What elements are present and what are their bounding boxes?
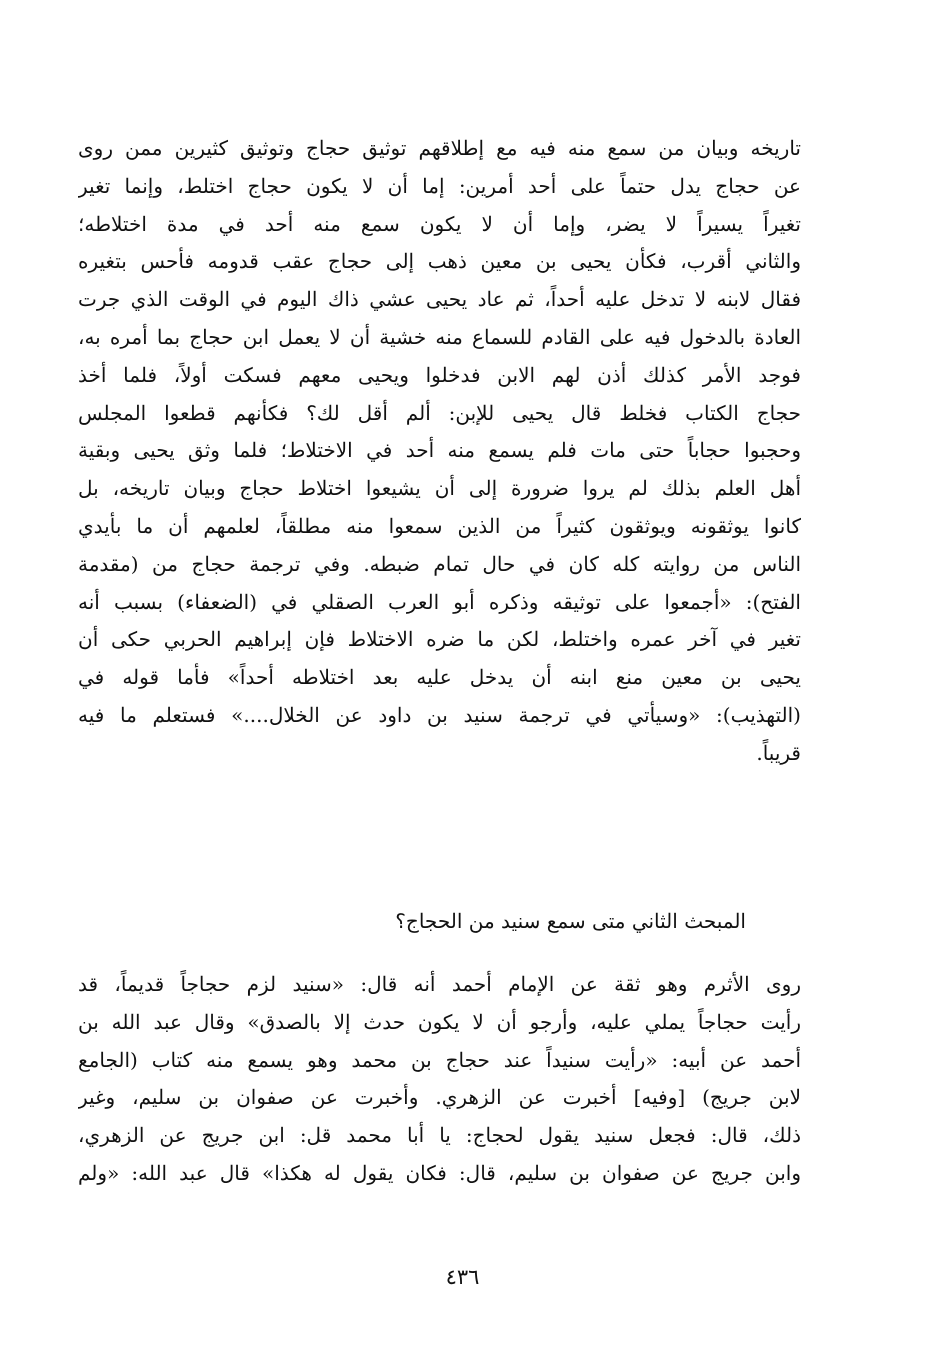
text-line: لابن جريج) [وفيه] أخبرت عن الزهري. وأخبرت عن صفوان بن سليم، وغير [78, 1085, 801, 1110]
text-line: فوجد الأمر كذلك أذن لهم الابن فدخلوا ويحيى معهم فسكت أولاً، فلما أخذ [78, 362, 801, 387]
text-line: يحيى بن معين منع ابنه أن يدخل عليه بعد اختلاطه أحداً» فأما قوله في [78, 665, 801, 690]
text-line: تاريخه وبيان من سمع منه فيه مع إطلاقهم توثيق حجاج وتوثيق كثيرين ممن روى [78, 136, 801, 160]
text-line: ذلك، قال: فجعل سنيد يقول لحجاج: يا أبا محمد قل: ابن جريج عن الزهري، [78, 1123, 801, 1148]
text-line: أحمد عن أبيه: «رأيت سنيداً عند حجاج بن محمد وهو يسمع منه كتاب (الجامع [78, 1047, 801, 1072]
text-line: وابن جريج عن صفوان بن سليم، قال: فكان يقول له هكذا» قال عبد الله: «ولم [78, 1160, 801, 1185]
text-line: رأيت حجاجاً يملي عليه، وأرجو أن لا يكون حدث إلا بالصدق» وقال عبد الله بن [78, 1009, 801, 1034]
text-line: أهل العلم بذلك لم يروا ضرورة إلى أن يشيعوا اختلاط حجاج وبيان تاريخه، بل [78, 476, 801, 501]
text-line: تغيراً يسيراً لا يضر، وإما أن لا يكون سمع منه أحد في مدة اختلاطه؛ [78, 211, 801, 236]
text-line: فقال لابنه لا تدخل عليه أحداً، ثم عاد يحيى عشي ذاك اليوم في الوقت الذي جرت [78, 287, 801, 312]
section-heading: المبحث الثاني متى سمع سنيد من الحجاج؟ [395, 909, 746, 933]
paragraph-1 [78, 130, 801, 773]
text-line: روى الأثرم وهو ثقة عن الإمام أحمد أنه قال: «سنيد لزم حجاجاً قديماً، قد [78, 972, 801, 996]
text-line: تغير في آخر عمره واختلط، لكن ما ضره الاختلاط فإن إبراهيم الحربي حكى أن [78, 627, 801, 652]
paragraph-2 [78, 966, 801, 1193]
text-line: حجاج الكتاب فخلط قال يحيى للإبن: ألم أقل لك؟ فكأنهم قطعوا المجلس [78, 400, 801, 425]
text-line: والثاني أقرب، فكأن يحيى بن معين ذهب إلى حجاج عقب قدومه فأحس بتغيره [78, 249, 801, 274]
text-line: كانوا يوثقونه ويوثقون كثيراً من الذين سمعوا منه مطلقاً، لعلمهم أن ما بأيدي [78, 513, 801, 538]
text-line: (التهذيب): «وسيأتي في ترجمة سنيد بن داود عن الخلال....» فستعلم ما فيه [78, 702, 801, 727]
text-line: عن حجاج يدل حتماً على أحد أمرين: إما أن لا يكون حجاج اختلط، وإنما تغير [78, 173, 801, 198]
text-line: العادة بالدخول فيه على القادم للسماع منه خشية أن لا يعمل ابن حجاج بما أمره به، [78, 324, 801, 349]
text-line: الناس من روايته كله كان في حال تمام ضبطه. وفي ترجمة حجاج من (مقدمة [78, 551, 801, 576]
text-line: وحجبوا حجاباً حتى مات فلم يسمع منه أحد في الاختلاط؛ فلما وثق يحيى وبقية [78, 438, 801, 463]
text-line: الفتح): «أجمعوا على توثيقه وذكره أبو العرب الصقلي في (الضعفاء) بسبب أنه [78, 589, 801, 614]
page-number: ٤٣٦ [445, 1265, 480, 1289]
text-line: قريباً. [756, 740, 801, 765]
